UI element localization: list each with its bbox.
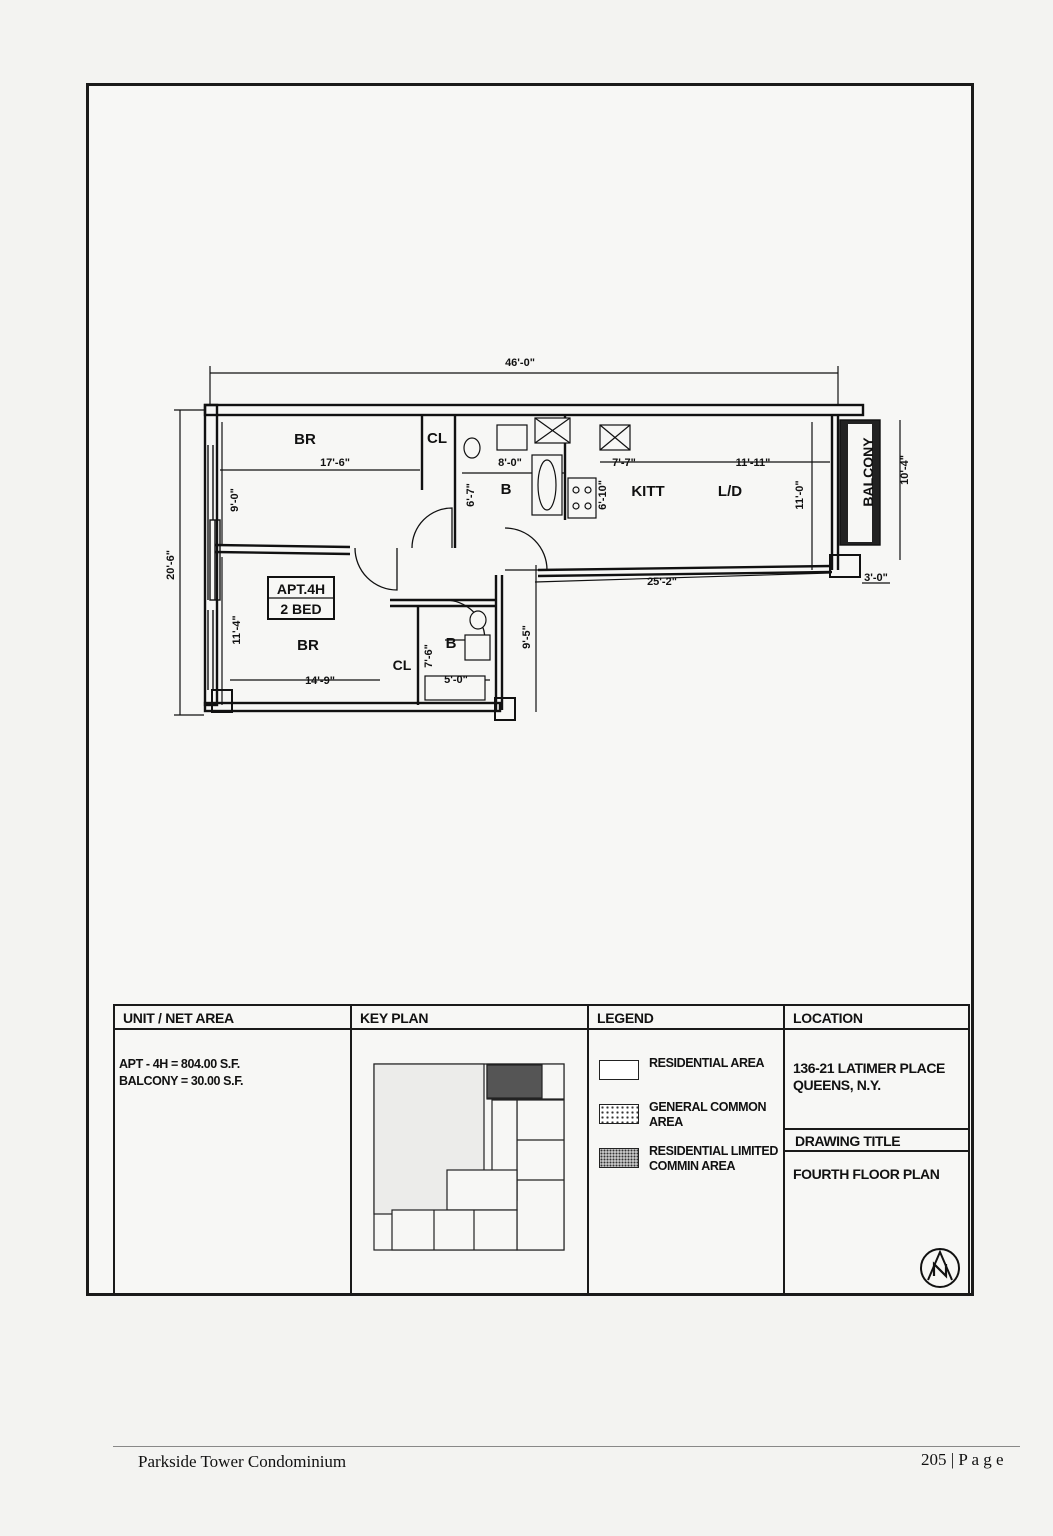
unit-area-line: APT - 4H = 804.00 S.F.: [119, 1057, 240, 1071]
legend-column: [589, 1006, 785, 1294]
dim-bath-bottom-width: 5'-0": [444, 674, 468, 686]
legend-label: RESIDENTIAL LIMITED COMMIN AREA: [649, 1144, 778, 1173]
key-plan-diagram: [352, 1030, 585, 1294]
overall-depth-label: 20'-6": [165, 550, 177, 580]
room-kitchen: KITT: [631, 483, 665, 500]
location-heading: LOCATION: [785, 1006, 968, 1030]
location-address: 136-21 LATIMER PLACE: [793, 1060, 945, 1076]
dim-kitchen-width: 7'-7": [612, 457, 636, 469]
legend-item: [599, 1144, 779, 1174]
room-bath-top: B: [500, 481, 512, 498]
unit-area-heading: UNIT / NET AREA: [115, 1006, 350, 1030]
footer-title: Parkside Tower Condominium: [138, 1452, 347, 1471]
dim-bath-top-depth: 6'-7": [465, 483, 477, 507]
room-cl-bottom: CL: [392, 657, 412, 673]
key-plan-heading: KEY PLAN: [352, 1006, 587, 1030]
overall-width-label: 46'-0": [505, 357, 535, 369]
dim-corridor-length: 25'-2": [647, 576, 677, 588]
drawing-title-value: FOURTH FLOOR PLAN: [793, 1166, 940, 1182]
room-balcony: BALCONY: [860, 437, 876, 507]
dim-br-top-depth: 9'-0": [229, 488, 241, 512]
drawing-title-heading: DRAWING TITLE: [795, 1133, 901, 1149]
residential-limited-area-swatch: [599, 1148, 639, 1168]
room-living-dining: L/D: [717, 483, 743, 500]
balcony-area-line: BALCONY = 30.00 S.F.: [119, 1074, 244, 1088]
location-city: QUEENS, N.Y.: [793, 1077, 881, 1093]
dim-br-top-width: 17'-6": [320, 457, 350, 469]
unit-area-column: [115, 1006, 352, 1294]
legend-item: [599, 1100, 769, 1130]
apt-tag-unit: APT.4H: [276, 581, 326, 597]
room-cl-top: CL: [427, 430, 447, 447]
dim-ld-depth: 11'-0": [794, 480, 806, 510]
dim-balcony-depth: 10'-4": [899, 455, 911, 485]
general-common-area-swatch: [599, 1104, 639, 1124]
residential-area-swatch: [599, 1060, 639, 1080]
room-br-top: BR: [294, 431, 316, 448]
dim-ld-width: 11'-11": [735, 457, 771, 469]
legend-label: GENERAL COMMON AREA: [649, 1100, 767, 1129]
dim-bath-top-width: 8'-0": [498, 457, 522, 469]
dim-bath-bottom-depth: 7'-6": [423, 644, 435, 668]
dim-br-bottom-width: 14'-9": [305, 675, 335, 687]
north-arrow-icon: [918, 1246, 962, 1290]
footer-rule: [113, 1446, 1020, 1447]
walls: [205, 405, 863, 711]
dim-hall-depth: 9'-5": [521, 625, 533, 649]
legend-heading: LEGEND: [589, 1006, 783, 1030]
title-block: [113, 1004, 970, 1296]
room-bath-bottom: B: [445, 635, 457, 652]
dim-balcony-width: 3'-0": [864, 572, 888, 584]
room-br-bottom: BR: [297, 637, 319, 654]
dim-kitchen-depth: 6'-10": [597, 480, 609, 510]
key-plan-column: [352, 1006, 589, 1294]
legend-item: [599, 1056, 769, 1080]
location-column: [785, 1006, 968, 1294]
door-swings: [355, 508, 547, 640]
page-number: 205 | P a g e: [921, 1450, 1004, 1469]
dim-br-bottom-depth: 11'-4": [231, 615, 243, 645]
legend-label: RESIDENTIAL AREA: [649, 1056, 765, 1070]
apt-tag-beds: 2 BED: [280, 601, 322, 617]
